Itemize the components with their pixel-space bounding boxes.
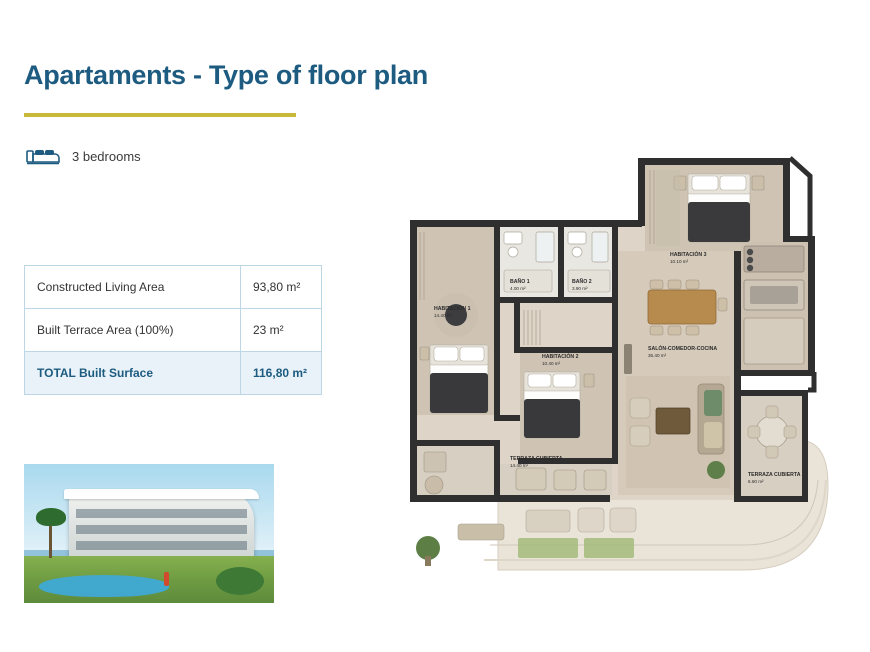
area-value: 93,80 m² <box>253 280 301 294</box>
photo-building <box>69 492 254 559</box>
total-label: TOTAL Built Surface <box>25 352 241 394</box>
svg-text:TERRAZA CUBIERTA: TERRAZA CUBIERTA <box>748 472 801 478</box>
svg-text:BAÑO 2: BAÑO 2 <box>572 279 592 285</box>
svg-text:HABITACIÓN 2: HABITACIÓN 2 <box>542 354 579 360</box>
table-row <box>25 266 321 309</box>
area-label: Built Terrace Area (100%) <box>25 309 241 351</box>
area-value: 23 m² <box>253 323 284 337</box>
photo-floor <box>76 541 246 550</box>
svg-text:HABITACIÓN 3: HABITACIÓN 3 <box>670 252 707 258</box>
page-title: Apartaments - Type of floor plan <box>24 60 428 90</box>
photo-bush <box>216 567 264 595</box>
svg-text:6.60 m²: 6.60 m² <box>748 479 764 484</box>
svg-text:4.00 m²: 4.00 m² <box>510 286 526 291</box>
bedrooms-row <box>26 146 141 166</box>
photo-pool <box>39 575 169 597</box>
svg-text:14.40 m²: 14.40 m² <box>510 463 529 468</box>
building-photo <box>24 464 274 603</box>
table-row-total <box>25 352 321 394</box>
svg-text:TERRAZA CUBIERTA: TERRAZA CUBIERTA <box>510 456 563 462</box>
svg-text:BAÑO 1: BAÑO 1 <box>510 279 530 285</box>
photo-floor <box>76 525 246 534</box>
bed-icon <box>26 146 60 166</box>
floor-plan <box>398 140 850 595</box>
svg-text:14.40 m²: 14.40 m² <box>434 313 453 318</box>
svg-text:10.10 m²: 10.10 m² <box>670 259 689 264</box>
photo-palm-tree <box>34 500 68 558</box>
total-value: 116,80 m² <box>253 366 308 380</box>
svg-text:3.90 m²: 3.90 m² <box>572 286 588 291</box>
title-underline <box>24 113 296 117</box>
photo-person <box>164 572 169 586</box>
svg-text:36.40 m²: 36.40 m² <box>648 353 667 358</box>
areas-table <box>24 265 322 395</box>
table-row <box>25 309 321 352</box>
photo-roofline <box>64 489 259 499</box>
svg-text:HABITACIÓN 1: HABITACIÓN 1 <box>434 306 471 312</box>
svg-text:10.40 m²: 10.40 m² <box>542 361 561 366</box>
svg-text:SALÓN-COMEDOR-COCINA: SALÓN-COMEDOR-COCINA <box>648 346 718 352</box>
photo-floor <box>76 509 246 518</box>
palm-fronds <box>36 508 66 526</box>
area-label: Constructed Living Area <box>25 266 241 308</box>
bedrooms-label: 3 bedrooms <box>72 148 141 164</box>
